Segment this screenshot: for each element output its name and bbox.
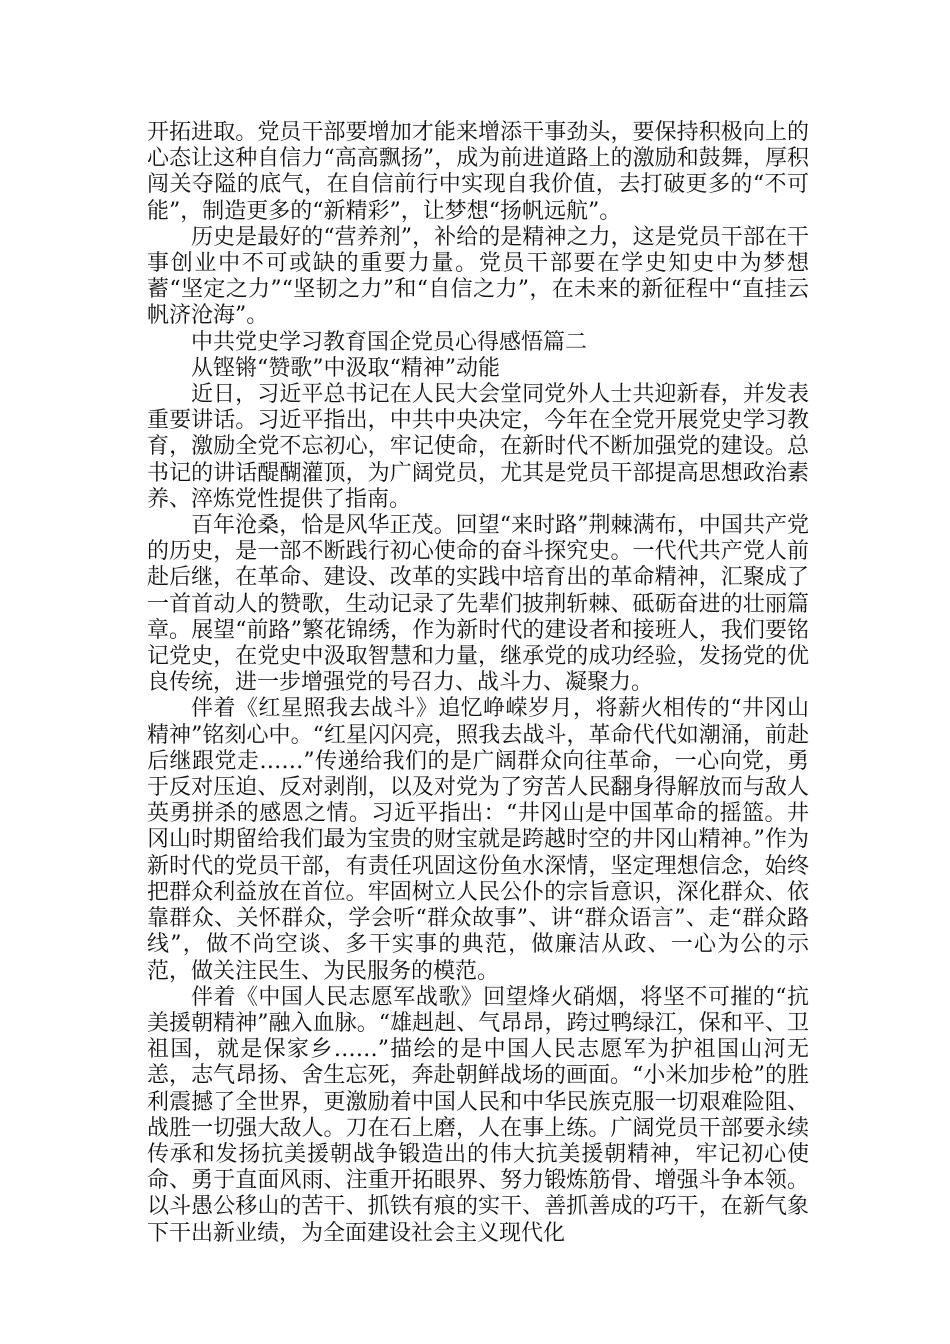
paragraph: 近日，习近平总书记在人民大会堂同党外人士共迎新春，并发表重要讲话。习近平指出，中共中央决定，今年在全党开展党史学习教育，激励全党不忘初心，牢记使命，在新时代不断加强党的建设。总书记的讲话醍醐灌顶，为广阔党员，尤其是党员干部提高思想政治素养、淬炼党性提供了指南。 [147,382,809,512]
paragraph: 百年沧桑，恰是风华正茂。回望“来时路”荆棘满布，中国共产党的历史，是一部不断践行初心使命的奋斗探究史。一代代共产党人前赴后继，在革命、建设、改革的实践中培育出的革命精神，汇聚成了一首首动人的赞歌，生动记录了先辈们披荆斩棘、砥砺奋进的壮丽篇章。展望“前路”繁花锦绣，作为新时代的建设者和接班人，我们要铭记党史，在党史中汲取智慧和力量，继承党的成功经验，发扬党的优良传统，进一步增强党的号召力、战斗力、凝聚力。 [147,513,809,696]
paragraph: 历史是最好的“营养剂”，补给的是精神之力，这是党员干部在干事创业中不可或缺的重要力量。党员干部要在学史知史中为梦想蓄“坚定之力”“坚韧之力”和“自信之力”，在未来的新征程中“直挂云帆济沧海”。 [147,224,809,329]
section-subtitle: 从铿锵“赞歌”中汲取“精神”动能 [191,355,500,381]
paragraph: 开拓进取。党员干部要增加才能来增添干事劲头，要保持积极向上的心态让这种自信力“高高飘扬”，成为前进道路上的激励和鼓舞，厚积闯关夺隘的底气，在自信前行中实现自我价值，去打破更多的“不可能”，制造更多的“新精彩”，让梦想“扬帆远航”。 [147,120,809,224]
paragraph: 伴着《中国人民志愿军战歌》回望烽火硝烟，将坚不可摧的“抗美援朝精神”融入血脉。“雄赳赳、气昂昂，跨过鸭绿江，保和平、卫祖国，就是保家乡……”描绘的是中国人民志愿军为护祖国山河无恙，志气昂扬、舍生忘死，奔赴朝鲜战场的画面。“小米加步枪”的胜利震撼了全世界，更激励着中国人民和中华民族克服一切艰难险阻、战胜一切强大敌人。刀在石上磨，人在事上练。广阔党员干部要永续传承和发扬抗美援朝战争锻造出的伟大抗美援朝精神，牢记初心使命、勇于直面风雨、注重开拓眼界、努力锻炼筋骨、增强斗争本领。以斗愚公移山的苦干、抓铁有痕的实干、善抓善成的巧干，在新气象下干出新业绩，为全面建设社会主义现代化 [147,984,809,1246]
document-page [147,120,809,1247]
paragraph: 伴着《红星照我去战斗》追忆峥嵘岁月，将薪火相传的“井冈山精神”铭刻心中。“红星闪闪亮，照我去战斗，革命代代如潮涌，前赴后继跟党走……”传递给我们的是广阔群众向往革命，一心向党，勇于反对压迫、反对剥削，以及对党为了穷苦人民翻身得解放而与敌人英勇拼杀的感恩之情。习近平指出：“井冈山是中国革命的摇篮。井冈山时期留给我们最为宝贵的财宝就是跨越时空的井冈山精神。”作为新时代的党员干部，有责任巩固这份鱼水深情，坚定理想信念，始终把群众利益放在首位。牢固树立人民公仆的宗旨意识，深化群众、依靠群众、关怀群众，学会听“群众故事”、讲“群众语言”、走“群众路线”，做不尚空谈、多干实事的典范，做廉洁从政、一心为公的示范，做关注民生、为民服务的模范。 [147,696,809,984]
section-title: 中共党史学习教育国企党员心得感悟篇二 [191,329,588,355]
